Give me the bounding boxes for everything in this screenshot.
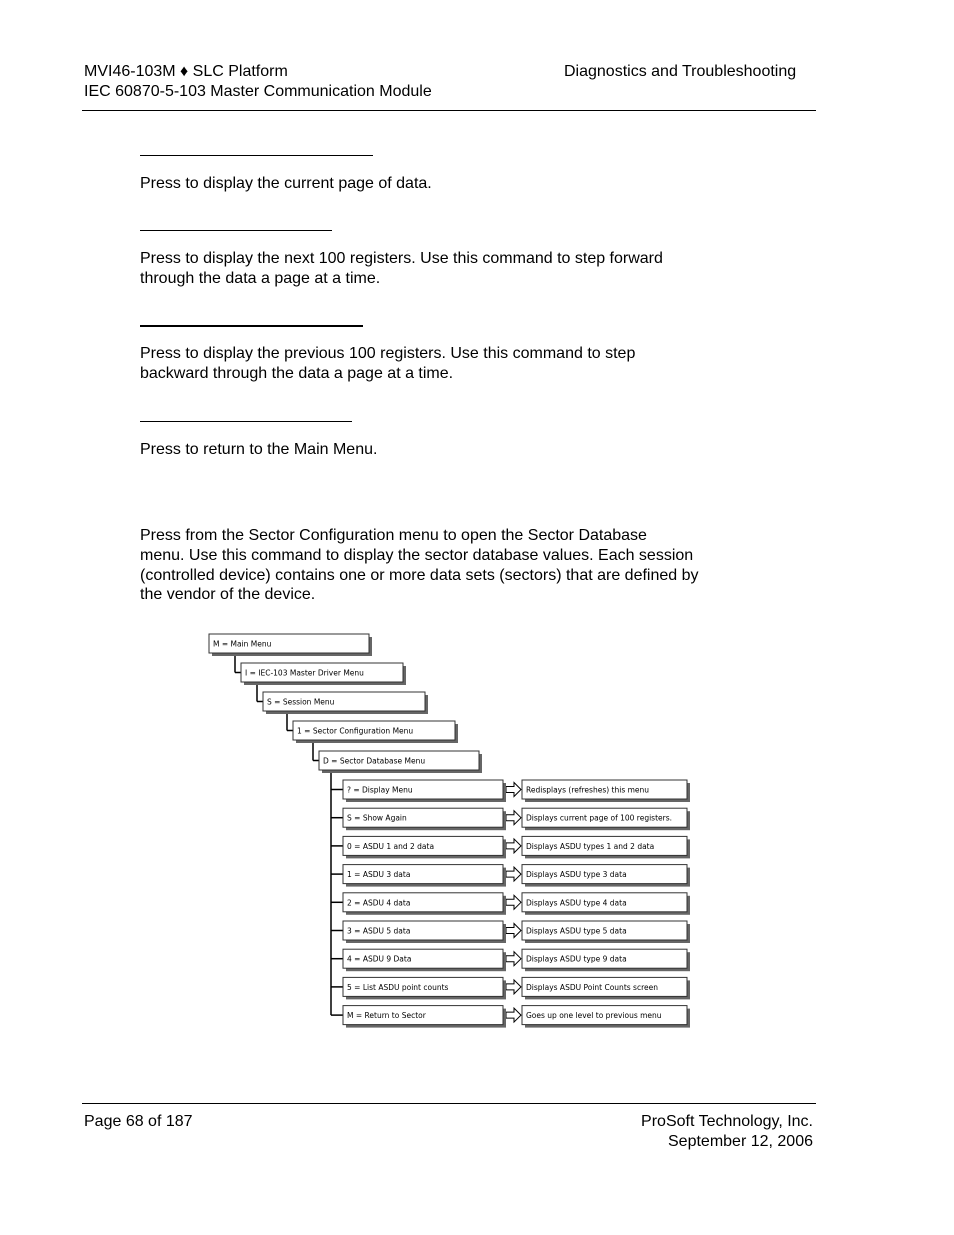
command-box-4-label: 2 = ASDU 4 data: [347, 898, 411, 908]
command-box-7: [343, 977, 506, 999]
section-2-text-line2: through the data a page at a time.: [140, 270, 381, 287]
description-box-3-label: Displays ASDU type 3 data: [526, 870, 627, 880]
diagram-boxes: [209, 634, 690, 1028]
heading-underline-4: [140, 421, 352, 422]
heading-underline-3: [140, 325, 363, 327]
arrow-right-icon: [506, 895, 521, 909]
menu-box-3-label: 1 = Sector Configuration Menu: [297, 726, 414, 736]
menu-box-4-label: D = Sector Database Menu: [323, 756, 426, 766]
menu-box-0-label: M = Main Menu: [213, 639, 272, 649]
description-box-2: [522, 836, 690, 858]
command-box-4: [343, 893, 506, 915]
description-box-1-label: Displays current page of 100 registers.: [526, 813, 673, 823]
menu-box-2: [263, 692, 428, 714]
intro-line-4: the vendor of the device.: [140, 586, 316, 603]
description-box-5-label: Displays ASDU type 5 data: [526, 926, 627, 936]
menu-box-0: [209, 634, 372, 656]
description-box-7-label: Displays ASDU Point Counts screen: [526, 982, 658, 992]
description-box-8: [522, 1006, 690, 1028]
header-section: Diagnostics and Troubleshooting: [564, 63, 797, 80]
sector-database-menu-diagram: [207, 628, 692, 1028]
footer-company: ProSoft Technology, Inc.: [641, 1113, 813, 1130]
command-box-0-label: ? = Display Menu: [347, 785, 413, 795]
description-box-2-label: Displays ASDU types 1 and 2 data: [526, 841, 655, 851]
description-box-8-label: Goes up one level to previous menu: [526, 1011, 662, 1021]
command-box-5-label: 3 = ASDU 5 data: [347, 926, 411, 936]
command-box-6: [343, 949, 506, 971]
command-box-2-label: 0 = ASDU 1 and 2 data: [347, 841, 435, 851]
arrow-right-icon: [506, 1008, 521, 1022]
description-box-6-label: Displays ASDU type 9 data: [526, 954, 627, 964]
section-1-text: Press to display the current page of data.: [140, 175, 432, 192]
command-box-5: [343, 921, 506, 943]
menu-box-1-label: I = IEC-103 Master Driver Menu: [245, 668, 364, 678]
menu-box-2-label: S = Session Menu: [267, 697, 335, 707]
command-box-3-label: 1 = ASDU 3 data: [347, 870, 411, 880]
command-box-7-label: 5 = List ASDU point counts: [347, 982, 449, 992]
intro-line-1: Press from the Sector Configuration menu to open the Sector Database: [140, 527, 647, 544]
header-module: IEC 60870-5-103 Master Communication Module: [84, 83, 432, 100]
arrow-right-icon: [506, 980, 521, 994]
command-box-0: [343, 780, 506, 802]
command-box-1: [343, 808, 506, 830]
section-3-text-line1: Press to display the previous 100 registers. Use this command to step: [140, 345, 636, 362]
arrow-right-icon: [506, 867, 521, 881]
arrow-right-icon: [506, 783, 521, 797]
command-box-2: [343, 836, 506, 858]
intro-line-3: (controlled device) contains one or more data sets (sectors) that are defined by: [140, 567, 699, 584]
heading-underline-1: [140, 155, 373, 156]
header-product: MVI46-103M ♦ SLC Platform: [84, 63, 288, 80]
command-box-1-label: S = Show Again: [347, 813, 407, 823]
arrow-right-icon: [506, 811, 521, 825]
menu-box-3: [293, 721, 458, 743]
intro-line-2: menu. Use this command to display the sector database values. Each session: [140, 547, 694, 564]
section-3-text-line2: backward through the data a page at a time.: [140, 365, 454, 382]
arrow-right-icon: [506, 924, 521, 938]
description-box-6: [522, 949, 690, 971]
description-box-4-label: Displays ASDU type 4 data: [526, 898, 627, 908]
section-2-text-line1: Press to display the next 100 registers. Use this command to step forward: [140, 250, 663, 267]
menu-box-4: [319, 751, 482, 773]
description-box-0-label: Redisplays (refreshes) this menu: [526, 785, 650, 795]
footer-date: September 12, 2006: [668, 1133, 813, 1150]
menu-box-1: [241, 663, 406, 685]
arrow-right-icon: [506, 839, 521, 853]
description-box-4: [522, 893, 690, 915]
description-box-1: [522, 808, 690, 830]
description-box-3: [522, 865, 690, 887]
description-box-5: [522, 921, 690, 943]
section-4-text: Press to return to the Main Menu.: [140, 441, 378, 458]
command-box-3: [343, 865, 506, 887]
heading-underline-2: [140, 230, 332, 231]
footer-page-number: Page 68 of 187: [84, 1113, 193, 1130]
command-box-6-label: 4 = ASDU 9 Data: [347, 954, 412, 964]
description-box-0: [522, 780, 690, 802]
command-box-8: [343, 1006, 506, 1028]
header-rule: [82, 110, 816, 111]
description-box-7: [522, 977, 690, 999]
arrow-right-icon: [506, 952, 521, 966]
footer-rule: [82, 1103, 816, 1104]
command-box-8-label: M = Return to Sector: [347, 1011, 426, 1021]
